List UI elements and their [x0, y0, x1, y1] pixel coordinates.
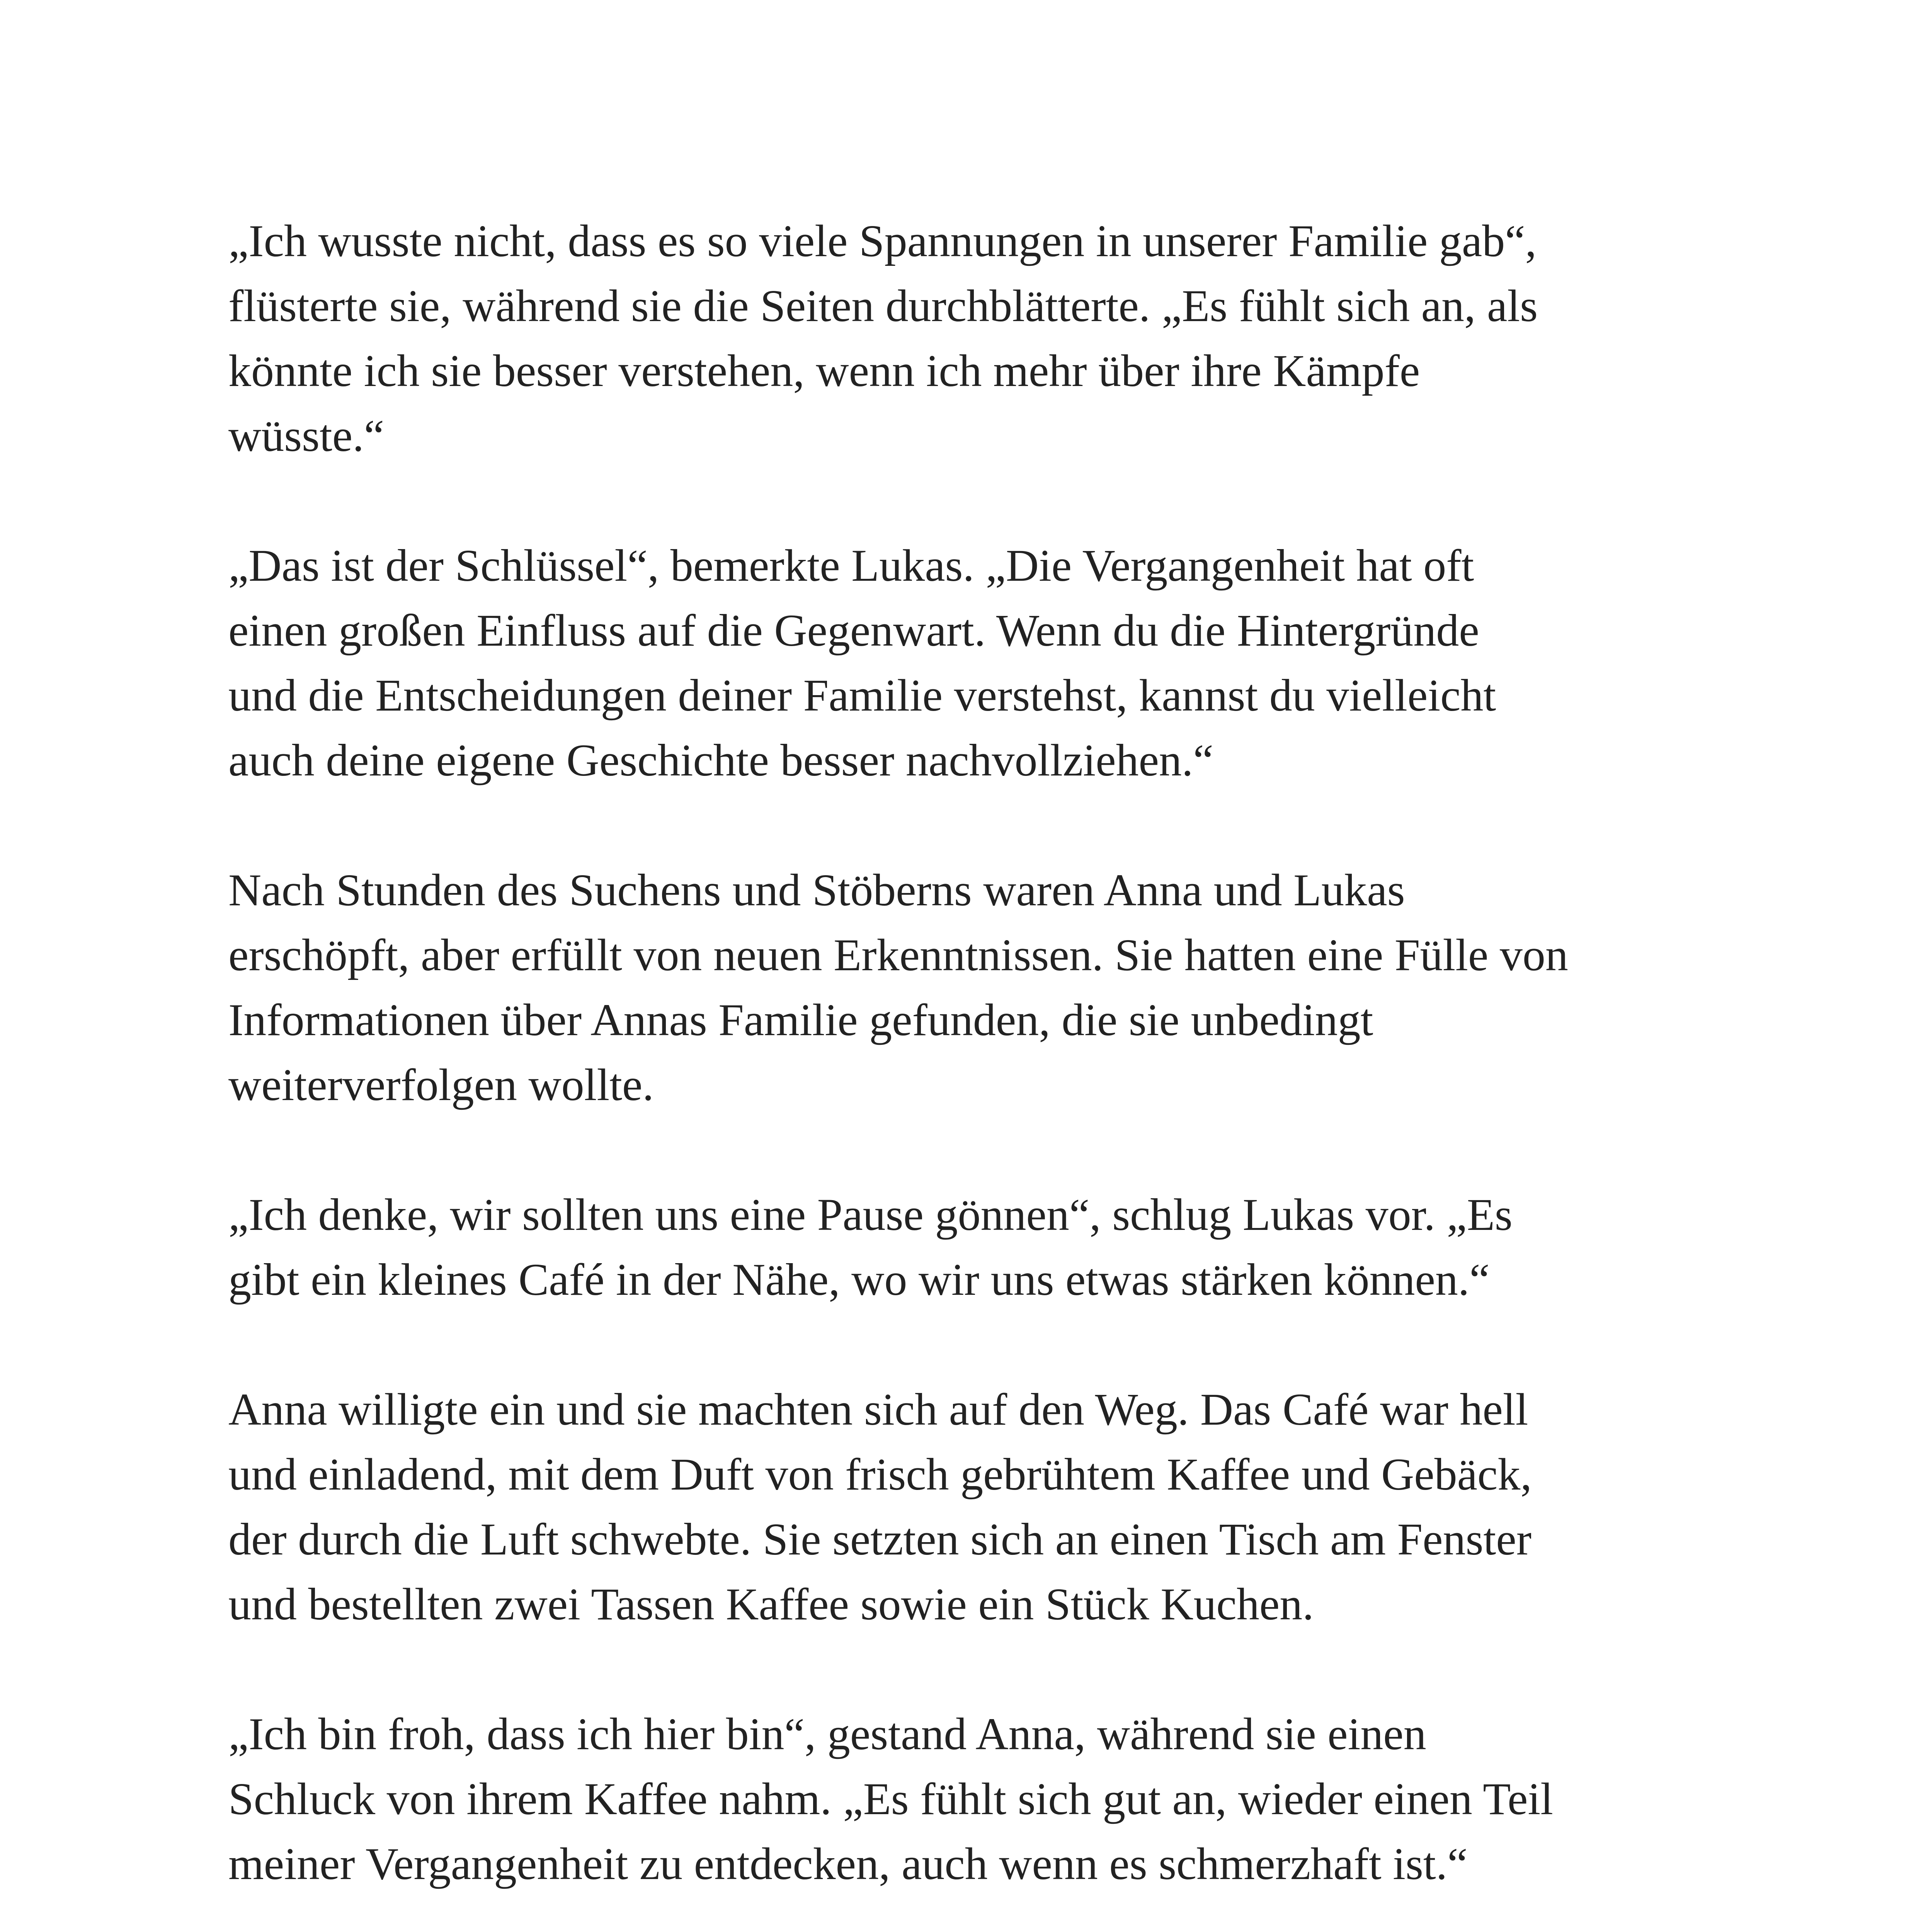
- text-line: und einladend, mit dem Duft von frisch gebrühtem Kaffee und Gebäck,: [228, 1449, 1532, 1500]
- text-line: und die Entscheidungen deiner Familie verstehst, kannst du vielleicht: [228, 670, 1496, 721]
- text-line: gibt ein kleines Café in der Nähe, wo wir uns etwas stärken können.“: [228, 1254, 1490, 1305]
- body-text: [228, 209, 1743, 1932]
- text-line: „Ich wusste nicht, dass es so viele Spannungen in unserer Familie gab“,: [228, 216, 1537, 266]
- text-line: „Das ist der Schlüssel“, bemerkte Lukas. „Die Vergangenheit hat oft: [228, 540, 1474, 591]
- text-line: „Ich denke, wir sollten uns eine Pause gönnen“, schlug Lukas vor. „Es: [228, 1189, 1513, 1240]
- text-line: meiner Vergangenheit zu entdecken, auch wenn es schmerzhaft ist.“: [228, 1838, 1468, 1889]
- text-line: Anna willigte ein und sie machten sich auf den Weg. Das Café war hell: [228, 1384, 1528, 1435]
- text-line: einen großen Einfluss auf die Gegenwart. Wenn du die Hintergründe: [228, 605, 1479, 656]
- paragraph-3: [228, 858, 1743, 1117]
- text-line: der durch die Luft schwebte. Sie setzten sich an einen Tisch am Fenster: [228, 1514, 1531, 1565]
- paragraph-6: [228, 1702, 1743, 1896]
- paragraph-2: [228, 533, 1743, 793]
- paragraph-1: [228, 209, 1743, 468]
- text-line: weiterverfolgen wollte.: [228, 1060, 654, 1110]
- text-line: und bestellten zwei Tassen Kaffee sowie ein Stück Kuchen.: [228, 1579, 1314, 1629]
- paragraph-4: [228, 1182, 1743, 1312]
- text-line: könnte ich sie besser verstehen, wenn ich mehr über ihre Kämpfe: [228, 345, 1420, 396]
- text-line: „Ich bin froh, dass ich hier bin“, gestand Anna, während sie einen: [228, 1709, 1426, 1759]
- text-line: erschöpft, aber erfüllt von neuen Erkenntnissen. Sie hatten eine Fülle von: [228, 930, 1568, 980]
- text-line: wüsste.“: [228, 410, 385, 461]
- paragraph-5: [228, 1377, 1743, 1637]
- text-line: Nach Stunden des Suchens und Stöberns waren Anna und Lukas: [228, 865, 1405, 915]
- text-line: flüsterte sie, während sie die Seiten durchblätterte. „Es fühlt sich an, als: [228, 281, 1538, 331]
- text-line: Schluck von ihrem Kaffee nahm. „Es fühlt sich gut an, wieder einen Teil: [228, 1774, 1554, 1824]
- text-line: auch deine eigene Geschichte besser nachvollziehen.“: [228, 735, 1213, 786]
- text-line: Informationen über Annas Familie gefunden, die sie unbedingt: [228, 995, 1373, 1045]
